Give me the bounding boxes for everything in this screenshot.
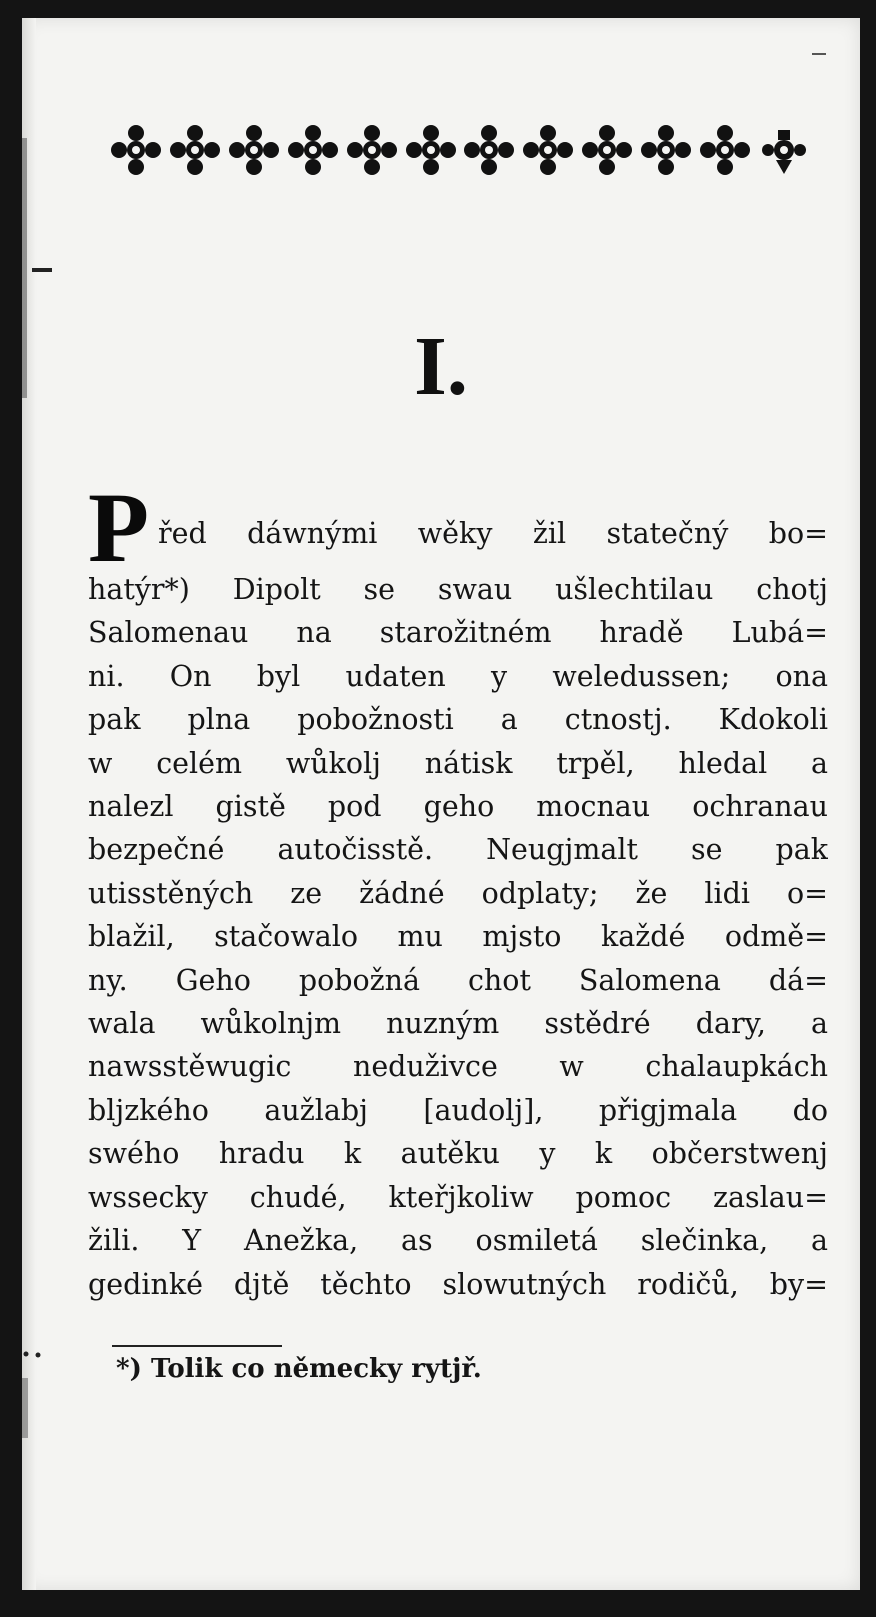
chapter-number: I. xyxy=(414,320,468,413)
text-line: ni. On byl udaten y weledussen; ona xyxy=(88,659,828,693)
ornament-border xyxy=(110,110,810,190)
body-paragraph xyxy=(88,488,828,1306)
flower-ornament-icon xyxy=(463,124,515,176)
text-line: swého hradu k autěku y k občerstwenj xyxy=(88,1137,828,1171)
text-line: wssecky chudé, kteřjkoliw pomoc zaslau= xyxy=(88,1180,828,1214)
flower-ornament-icon xyxy=(346,124,398,176)
text-line: wala wůkolnjm nuzným sstědré dary, a xyxy=(88,1007,828,1041)
flower-ornament-icon xyxy=(581,124,633,176)
flower-ornament-icon xyxy=(699,124,751,176)
text-line: hatýr*) Dipolt se swau ušlechtilau chotj xyxy=(88,573,828,606)
text-line: Před dáwnými wěky žil statečný bo= xyxy=(88,488,828,568)
text-line: pak plna pobožnosti a ctnostj. Kdokoli xyxy=(88,703,828,737)
flower-ornament-icon xyxy=(405,124,457,176)
text-line: žili. Y Anežka, as osmiletá slečinka, a xyxy=(88,1224,828,1258)
flower-ornament-icon xyxy=(169,124,221,176)
book-page xyxy=(22,18,860,1590)
flower-ornament-icon xyxy=(522,124,574,176)
text-line: ny. Geho pobožná chot Salomena dá= xyxy=(88,963,828,997)
text-line: nawsstěwugic neduživce w chalaupkách xyxy=(88,1050,828,1084)
text-line: blažil, stačowalo mu mjsto každé odmě= xyxy=(88,920,828,954)
text-line: utisstěných ze žádné odplaty; že lidi o= xyxy=(88,876,828,910)
drop-cap: P xyxy=(88,488,150,568)
text-line: gedinké djtě těchto slowutných rodičů, by= xyxy=(88,1267,828,1301)
flower-ornament-icon xyxy=(640,124,692,176)
footnote-rule xyxy=(112,1345,282,1347)
flower-ornament-icon xyxy=(228,124,280,176)
text-line: bezpečné autočisstě. Neugjmalt se pak xyxy=(88,833,828,867)
text-line: bljzkého aužlabj [audolj], přigjmala do xyxy=(88,1093,828,1127)
footnote: *) Tolik co německy rytjř. xyxy=(116,1354,482,1384)
flower-ornament-icon xyxy=(287,124,339,176)
text-line: w celém wůkolj nátisk trpěl, hledal a xyxy=(88,746,828,780)
text-line: Salomenau na starožitném hradě Lubá= xyxy=(88,616,828,650)
flower-ornament-icon xyxy=(758,124,810,176)
text-line: nalezl gistě pod geho mocnau ochranau xyxy=(88,790,828,824)
flower-ornament-icon xyxy=(110,124,162,176)
page-gutter xyxy=(22,18,36,1590)
